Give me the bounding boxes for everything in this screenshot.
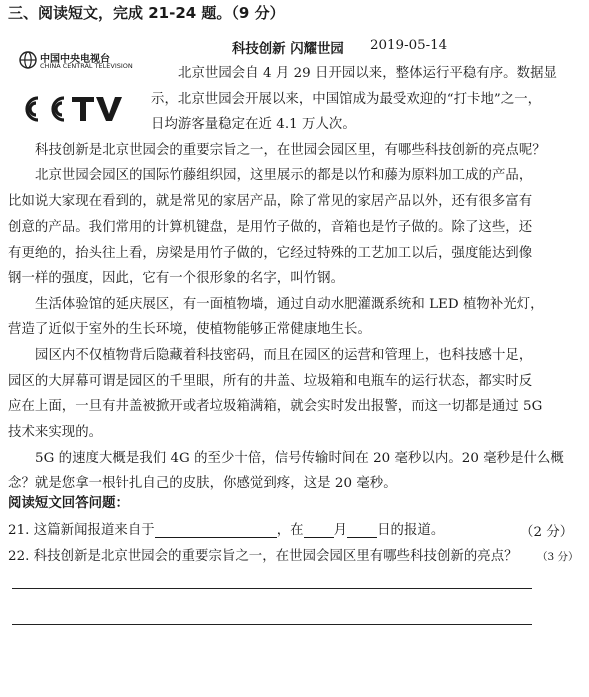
article-line: 技术来实现的。 <box>8 425 103 440</box>
questions-heading: 阅读短文回答问题： <box>8 496 129 511</box>
q22-score: （3 分） <box>537 551 579 563</box>
article-line: 应在上面，一旦有井盖被掀开或者垃圾箱满箱，就会实时发出报警，而这一切都是通过 5G <box>8 399 543 414</box>
article-line: 示，北京世园会开展以来，中国馆成为最受欢迎的“打卡地”之一， <box>151 92 542 107</box>
article-line: 营造了近似于室外的生长环境，使植物能够正常健康地生长。 <box>8 322 371 337</box>
section-title: 三、阅读短文，完成 21-24 题。（9 分） <box>8 4 285 22</box>
q21-score: （2 分） <box>520 525 574 540</box>
answer-line[interactable] <box>12 588 532 589</box>
article-line: 日均游客量稳定在近 4.1 万人次。 <box>151 117 356 132</box>
article-line: 念？就是您拿一根针扎自己的皮肤，你感觉到疼，这是 20 毫秒。 <box>8 476 397 491</box>
question-22: 22. 科技创新是北京世园会的重要宗旨之一，在世园会园区里有哪些科技创新的亮点？ <box>8 549 518 564</box>
article-line: 钢一样的强度，因此，它有一个很形象的名字，叫竹钢。 <box>8 271 345 286</box>
article-line: 科技创新是北京世园会的重要宗旨之一，在世园会园区里，有哪些科技创新的亮点呢？ <box>35 143 546 158</box>
cctv-emblem-icon <box>18 50 38 70</box>
article-title: 科技创新 闪耀世园 <box>232 42 344 57</box>
q21-text-c: 月 <box>333 523 348 538</box>
q21-day-blank[interactable] <box>347 523 377 538</box>
article-line: 北京世园会园区的国际竹藤组织园，这里展示的都是以竹和藤为原料加工成的产品， <box>35 168 533 183</box>
article-line: 园区的大屏幕可谓是园区的千里眼，所有的井盖、垃圾箱和电瓶车的运行状态，都实时反 <box>8 374 533 389</box>
answer-line[interactable] <box>12 624 532 625</box>
article-line: 园区内不仅植物背后隐藏着科技密码，而且在园区的运营和管理上，也科技感十足， <box>35 348 533 363</box>
article-line: 生活体验馆的延庆展区，有一面植物墙，通过自动水肥灌溉系统和 LED 植物补光灯， <box>35 297 544 312</box>
logo-english-name: CHINA CENTRAL TELEVISION <box>40 62 133 70</box>
q21-text-b: ，在 <box>276 523 304 538</box>
article-line: 比如说大家现在看到的，就是常见的家居产品，除了常见的家居产品以外，还有很多富有 <box>8 194 533 209</box>
article-line: 有更绝的，抬头往上看，房梁是用竹子做的，它经过特殊的工艺加工以后，强度能达到像 <box>8 246 533 261</box>
q21-text-d: 日的报道。 <box>377 523 445 538</box>
article-date: 2019-05-14 <box>370 38 448 53</box>
article-line: 5G 的速度大概是我们 4G 的至少十倍，信号传输时间在 20 毫秒以内。20 毫秒是什么概 <box>35 451 564 466</box>
question-21 <box>8 519 444 538</box>
cctv-logo <box>16 94 122 124</box>
logo-chinese-name: 中国中央电视台 <box>40 54 110 65</box>
q21-source-blank[interactable] <box>155 523 277 538</box>
article-line: 北京世园会自 4 月 29 日开园以来，整体运行平稳有序。数据显 <box>178 66 557 81</box>
q21-month-blank[interactable] <box>304 523 334 538</box>
q21-text-a: 21. 这篇新闻报道来自于 <box>8 523 155 538</box>
article-line: 创意的产品。我们常用的计算机键盘，是用竹子做的，音箱也是竹子做的。除了这些，还 <box>8 220 533 235</box>
